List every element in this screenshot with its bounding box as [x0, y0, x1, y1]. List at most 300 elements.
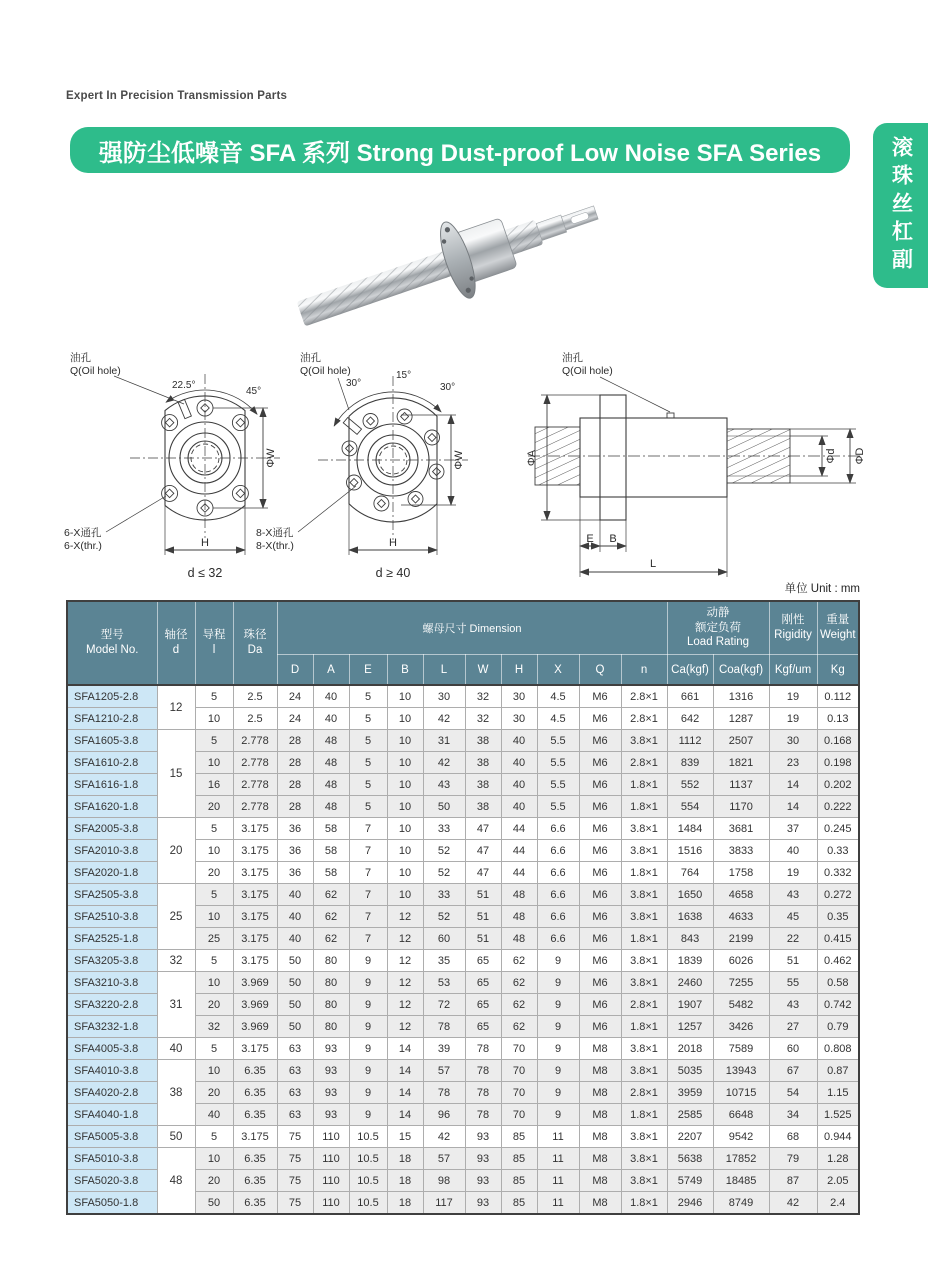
spec-cell: 47 [465, 862, 501, 884]
spec-cell: 1316 [713, 685, 769, 708]
table-row [67, 818, 859, 840]
shaft-diameter-cell: 31 [157, 972, 195, 1038]
table-row [67, 730, 859, 752]
holes-label-cn-left: 6-X通孔 [64, 527, 102, 539]
spec-cell: 110 [313, 1192, 349, 1215]
spec-cell: M8 [579, 1126, 621, 1148]
spec-cell: 60 [423, 928, 465, 950]
spec-cell: M6 [579, 840, 621, 862]
spec-cell: 62 [313, 928, 349, 950]
spec-cell: M6 [579, 730, 621, 752]
spec-cell: 62 [501, 1016, 537, 1038]
holes-label-en-middle: 8-X(thr.) [256, 540, 294, 552]
col-header-Q: Q [579, 655, 621, 686]
spec-cell: 2.05 [817, 1170, 859, 1192]
spec-cell: 65 [465, 950, 501, 972]
spec-cell: 51 [465, 928, 501, 950]
dim-label-phi-a: ΦA [526, 449, 538, 467]
spec-cell: 839 [667, 752, 713, 774]
spec-cell: 0.202 [817, 774, 859, 796]
spec-cell: 7 [349, 906, 387, 928]
spec-cell: 63 [277, 1060, 313, 1082]
spec-cell: 50 [277, 1016, 313, 1038]
spec-cell: 3.8×1 [621, 1060, 667, 1082]
spec-cell: M6 [579, 884, 621, 906]
spec-cell: 36 [277, 840, 313, 862]
model-cell: SFA1205-2.8 [67, 685, 157, 708]
spec-cell: 10 [387, 818, 423, 840]
spec-cell: 1137 [713, 774, 769, 796]
spec-cell: 38 [465, 752, 501, 774]
spec-cell: 3833 [713, 840, 769, 862]
ball-screw-photo [200, 165, 720, 350]
col-group-dimension: 螺母尺寸 Dimension [277, 601, 667, 655]
spec-cell: 12 [387, 994, 423, 1016]
spec-cell: 7589 [713, 1038, 769, 1060]
spec-cell: 9 [349, 1016, 387, 1038]
spec-cell: M8 [579, 1104, 621, 1126]
spec-cell: 62 [501, 994, 537, 1016]
spec-cell: 43 [423, 774, 465, 796]
spec-cell: 6026 [713, 950, 769, 972]
dim-label-l: L [649, 558, 657, 570]
spec-cell: 70 [501, 1082, 537, 1104]
technical-drawings [60, 346, 910, 600]
spec-cell: 9 [349, 950, 387, 972]
col-header-weight-unit: Kg [817, 655, 859, 686]
spec-cell: 14 [769, 774, 817, 796]
col-header-L: L [423, 655, 465, 686]
spec-cell: 30 [501, 708, 537, 730]
spec-cell: M6 [579, 685, 621, 708]
spec-cell: 3.969 [233, 972, 277, 994]
spec-cell: 10.5 [349, 1170, 387, 1192]
spec-cell: 6.35 [233, 1104, 277, 1126]
spec-cell: M8 [579, 1082, 621, 1104]
spec-cell: 9 [349, 972, 387, 994]
spec-cell: 78 [423, 1082, 465, 1104]
spec-cell: 110 [313, 1148, 349, 1170]
spec-cell: 2207 [667, 1126, 713, 1148]
spec-cell: 10 [387, 796, 423, 818]
spec-cell: 5035 [667, 1060, 713, 1082]
spec-cell: 9 [349, 994, 387, 1016]
spec-cell: 11 [537, 1192, 579, 1215]
spec-cell: 10 [387, 862, 423, 884]
col-header-B: B [387, 655, 423, 686]
spec-cell: 0.87 [817, 1060, 859, 1082]
spec-cell: 62 [501, 950, 537, 972]
spec-cell: 24 [277, 685, 313, 708]
spec-cell: 3.8×1 [621, 950, 667, 972]
spec-cell: 40 [769, 840, 817, 862]
angle-label-30-left: 30° [346, 378, 362, 389]
col-header-rigidity: 刚性 Rigidity [769, 601, 817, 655]
spec-cell: 63 [277, 1104, 313, 1126]
spec-cell: 0.168 [817, 730, 859, 752]
spec-cell: 48 [501, 906, 537, 928]
spec-cell: 48 [313, 730, 349, 752]
spec-cell: 20 [195, 862, 233, 884]
dim-label-h-left: H [201, 537, 209, 549]
spec-cell: 28 [277, 730, 313, 752]
spec-cell: 10 [387, 730, 423, 752]
spec-cell: 554 [667, 796, 713, 818]
spec-cell: 1.8×1 [621, 774, 667, 796]
spec-cell: 5 [195, 818, 233, 840]
spec-cell: 3.8×1 [621, 840, 667, 862]
spec-cell: 1839 [667, 950, 713, 972]
col-header-ball-diameter: 珠径 Da [233, 601, 277, 685]
spec-cell: 85 [501, 1170, 537, 1192]
angle-label-15: 15° [396, 370, 412, 381]
shaft-diameter-cell: 12 [157, 685, 195, 730]
spec-cell: 27 [769, 1016, 817, 1038]
spec-cell: 1821 [713, 752, 769, 774]
spec-cell: 1287 [713, 708, 769, 730]
unit-note: 单位 Unit : mm [784, 583, 860, 595]
spec-cell: 3.8×1 [621, 1126, 667, 1148]
spec-cell: 1638 [667, 906, 713, 928]
angle-label-30-right: 30° [440, 382, 456, 393]
spec-cell: 10 [387, 774, 423, 796]
spec-cell: 1.8×1 [621, 928, 667, 950]
spec-cell: 20 [195, 1082, 233, 1104]
spec-cell: 1650 [667, 884, 713, 906]
spec-cell: 0.272 [817, 884, 859, 906]
spec-cell: 80 [313, 972, 349, 994]
spec-cell: 42 [423, 752, 465, 774]
spec-cell: 34 [769, 1104, 817, 1126]
spec-cell: 5 [349, 752, 387, 774]
spec-cell: 78 [423, 1016, 465, 1038]
spec-cell: 10 [195, 840, 233, 862]
spec-cell: 10 [195, 906, 233, 928]
spec-cell: 2.4 [817, 1192, 859, 1215]
spec-cell: M6 [579, 752, 621, 774]
spec-cell: 3.8×1 [621, 906, 667, 928]
spec-cell: 93 [465, 1126, 501, 1148]
spec-cell: 5749 [667, 1170, 713, 1192]
category-side-tab-label: 滚珠丝杠副 [889, 135, 913, 276]
oil-hole-label-en-left: Q(Oil hole) [70, 365, 121, 377]
dim-label-phi-d-big: ΦD [854, 447, 866, 465]
spec-cell: M6 [579, 1016, 621, 1038]
spec-cell: 0.222 [817, 796, 859, 818]
spec-cell: 7 [349, 840, 387, 862]
spec-cell: 5482 [713, 994, 769, 1016]
spec-cell: 3.8×1 [621, 1038, 667, 1060]
spec-cell: 62 [313, 884, 349, 906]
spec-cell: 1170 [713, 796, 769, 818]
spec-cell: 1257 [667, 1016, 713, 1038]
spec-cell: 5 [349, 774, 387, 796]
model-cell: SFA2010-3.8 [67, 840, 157, 862]
shaft-diameter-cell: 50 [157, 1126, 195, 1148]
table-row [67, 950, 859, 972]
holes-label-cn-middle: 8-X通孔 [256, 527, 294, 539]
spec-cell: 0.415 [817, 928, 859, 950]
spec-cell: 58 [313, 840, 349, 862]
spec-cell: 1516 [667, 840, 713, 862]
spec-cell: 0.13 [817, 708, 859, 730]
spec-cell: 78 [465, 1082, 501, 1104]
model-cell: SFA4010-3.8 [67, 1060, 157, 1082]
spec-cell: 67 [769, 1060, 817, 1082]
spec-cell: 0.33 [817, 840, 859, 862]
spec-cell: 87 [769, 1170, 817, 1192]
spec-cell: 52 [423, 862, 465, 884]
spec-cell: 65 [465, 994, 501, 1016]
spec-cell: 5 [195, 685, 233, 708]
spec-cell: 10.5 [349, 1192, 387, 1215]
dim-label-phi-w-left: ΦW [265, 448, 277, 468]
spec-cell: 6.35 [233, 1192, 277, 1215]
model-cell: SFA4040-1.8 [67, 1104, 157, 1126]
angle-label-45: 45° [246, 386, 262, 397]
spec-cell: 18 [387, 1148, 423, 1170]
spec-cell: 7 [349, 884, 387, 906]
spec-cell: 9 [537, 972, 579, 994]
model-cell: SFA3232-1.8 [67, 1016, 157, 1038]
spec-cell: 65 [465, 972, 501, 994]
spec-cell: M6 [579, 994, 621, 1016]
spec-cell: 28 [277, 752, 313, 774]
col-header-W: W [465, 655, 501, 686]
spec-cell: 5 [195, 1038, 233, 1060]
spec-cell: 33 [423, 818, 465, 840]
spec-cell: 93 [465, 1148, 501, 1170]
spec-cell: 0.35 [817, 906, 859, 928]
spec-cell: M6 [579, 774, 621, 796]
spec-cell: 11 [537, 1170, 579, 1192]
category-side-tab[interactable] [873, 123, 928, 288]
spec-cell: 3.969 [233, 994, 277, 1016]
spec-cell: M6 [579, 796, 621, 818]
spec-cell: 44 [501, 862, 537, 884]
spec-cell: 53 [423, 972, 465, 994]
spec-cell: 6.35 [233, 1082, 277, 1104]
spec-cell: 19 [769, 685, 817, 708]
spec-cell: 3426 [713, 1016, 769, 1038]
dim-label-h-middle: H [389, 537, 397, 549]
spec-cell: 48 [313, 774, 349, 796]
spec-cell: 75 [277, 1148, 313, 1170]
spec-cell: 10 [387, 884, 423, 906]
spec-cell: 843 [667, 928, 713, 950]
table-row [67, 1126, 859, 1148]
spec-cell: 40 [277, 884, 313, 906]
shaft-diameter-cell: 25 [157, 884, 195, 950]
spec-cell: M8 [579, 1060, 621, 1082]
spec-cell: 10.5 [349, 1148, 387, 1170]
spec-cell: 48 [313, 752, 349, 774]
spec-cell: 30 [501, 685, 537, 708]
spec-cell: 6.6 [537, 862, 579, 884]
spec-cell: 2460 [667, 972, 713, 994]
holes-label-en-left: 6-X(thr.) [64, 540, 102, 552]
spec-cell: M6 [579, 906, 621, 928]
model-cell: SFA4005-3.8 [67, 1038, 157, 1060]
spec-cell: 3.175 [233, 1126, 277, 1148]
spec-cell: 48 [501, 884, 537, 906]
oil-hole-label-en-right: Q(Oil hole) [562, 365, 613, 377]
spec-cell: 9 [349, 1104, 387, 1126]
spec-cell: 9 [537, 1104, 579, 1126]
table-row [67, 1038, 859, 1060]
spec-cell: 2.778 [233, 774, 277, 796]
spec-cell: 62 [313, 906, 349, 928]
spec-cell: 24 [277, 708, 313, 730]
spec-cell: M6 [579, 818, 621, 840]
spec-cell: 50 [277, 950, 313, 972]
spec-cell: 68 [769, 1126, 817, 1148]
spec-cell: 3.8×1 [621, 818, 667, 840]
spec-cell: 2507 [713, 730, 769, 752]
spec-cell: 7 [349, 818, 387, 840]
spec-cell: 9 [537, 950, 579, 972]
spec-cell: 2.5 [233, 685, 277, 708]
spec-cell: 4.5 [537, 708, 579, 730]
spec-cell: 764 [667, 862, 713, 884]
spec-cell: 6.6 [537, 818, 579, 840]
spec-cell: 4633 [713, 906, 769, 928]
spec-cell: 16 [195, 774, 233, 796]
spec-cell: 96 [423, 1104, 465, 1126]
table-row [67, 685, 859, 708]
spec-cell: 55 [769, 972, 817, 994]
col-header-A: A [313, 655, 349, 686]
spec-cell: 40 [277, 928, 313, 950]
spec-cell: 93 [313, 1060, 349, 1082]
spec-cell: 78 [465, 1060, 501, 1082]
spec-cell: 2946 [667, 1192, 713, 1215]
spec-cell: 6.6 [537, 928, 579, 950]
spec-cell: 19 [769, 862, 817, 884]
spec-cell: 1112 [667, 730, 713, 752]
spec-cell: 3.8×1 [621, 1170, 667, 1192]
spec-cell: 3.8×1 [621, 730, 667, 752]
col-header-ca: Ca(kgf) [667, 655, 713, 686]
table-row [67, 1060, 859, 1082]
model-cell: SFA3220-2.8 [67, 994, 157, 1016]
model-cell: SFA2005-3.8 [67, 818, 157, 840]
spec-cell: 10 [195, 708, 233, 730]
spec-cell: 6.6 [537, 906, 579, 928]
spec-cell: 37 [769, 818, 817, 840]
spec-cell: 28 [277, 774, 313, 796]
spec-cell: 20 [195, 994, 233, 1016]
spec-cell: 2585 [667, 1104, 713, 1126]
spec-cell: 9 [537, 994, 579, 1016]
spec-cell: 70 [501, 1060, 537, 1082]
spec-cell: 661 [667, 685, 713, 708]
spec-cell: 6.6 [537, 884, 579, 906]
spec-cell: 78 [465, 1038, 501, 1060]
oil-hole-label-cn-left: 油孔 [70, 352, 91, 364]
spec-cell: 6.35 [233, 1148, 277, 1170]
spec-cell: 40 [313, 708, 349, 730]
spec-cell: 8749 [713, 1192, 769, 1215]
spec-cell: 552 [667, 774, 713, 796]
spec-cell: 14 [387, 1038, 423, 1060]
spec-cell: 2.8×1 [621, 685, 667, 708]
spec-cell: 9 [537, 1060, 579, 1082]
spec-cell: 70 [501, 1104, 537, 1126]
spec-cell: 57 [423, 1060, 465, 1082]
spec-cell: 5 [349, 708, 387, 730]
spec-cell: 93 [313, 1082, 349, 1104]
spec-cell: 25 [195, 928, 233, 950]
spec-cell: 4.5 [537, 685, 579, 708]
spec-cell: 18 [387, 1192, 423, 1215]
spec-cell: 5 [349, 730, 387, 752]
spec-cell: 0.808 [817, 1038, 859, 1060]
spec-cell: 14 [387, 1104, 423, 1126]
spec-cell: M6 [579, 928, 621, 950]
spec-cell: 79 [769, 1148, 817, 1170]
spec-cell: 23 [769, 752, 817, 774]
spec-cell: 80 [313, 1016, 349, 1038]
shaft-diameter-cell: 48 [157, 1148, 195, 1215]
table-row [67, 972, 859, 994]
spec-cell: 19 [769, 708, 817, 730]
spec-cell: 0.58 [817, 972, 859, 994]
spec-cell: 35 [423, 950, 465, 972]
spec-table [66, 600, 860, 1215]
spec-cell: 39 [423, 1038, 465, 1060]
spec-cell: 5 [349, 796, 387, 818]
spec-cell: 51 [465, 884, 501, 906]
spec-cell: 3.8×1 [621, 884, 667, 906]
spec-cell: 7255 [713, 972, 769, 994]
spec-cell: 10 [387, 685, 423, 708]
model-cell: SFA1605-3.8 [67, 730, 157, 752]
spec-cell: M8 [579, 1170, 621, 1192]
spec-cell: 40 [501, 730, 537, 752]
spec-cell: 14 [387, 1082, 423, 1104]
spec-cell: 9 [537, 1038, 579, 1060]
spec-cell: 60 [769, 1038, 817, 1060]
spec-cell: 57 [423, 1148, 465, 1170]
spec-cell: 2018 [667, 1038, 713, 1060]
spec-cell: 3681 [713, 818, 769, 840]
spec-cell: 10 [195, 752, 233, 774]
spec-cell: 48 [313, 796, 349, 818]
col-header-X: X [537, 655, 579, 686]
spec-cell: 2.8×1 [621, 708, 667, 730]
spec-cell: M6 [579, 950, 621, 972]
spec-cell: 3.175 [233, 1038, 277, 1060]
spec-cell: 50 [277, 994, 313, 1016]
spec-cell: 20 [195, 1170, 233, 1192]
spec-cell: 75 [277, 1170, 313, 1192]
oil-hole-label-en-middle: Q(Oil hole) [300, 365, 351, 377]
spec-cell: 7 [349, 862, 387, 884]
spec-cell: 48 [501, 928, 537, 950]
spec-cell: 12 [387, 906, 423, 928]
spec-cell: 1484 [667, 818, 713, 840]
spec-cell: 3959 [667, 1082, 713, 1104]
spec-cell: M8 [579, 1148, 621, 1170]
spec-cell: 2.8×1 [621, 994, 667, 1016]
shaft-diameter-cell: 32 [157, 950, 195, 972]
spec-cell: 47 [465, 818, 501, 840]
spec-cell: 3.175 [233, 950, 277, 972]
spec-cell: 22 [769, 928, 817, 950]
spec-cell: 50 [195, 1192, 233, 1215]
spec-cell: 51 [769, 950, 817, 972]
